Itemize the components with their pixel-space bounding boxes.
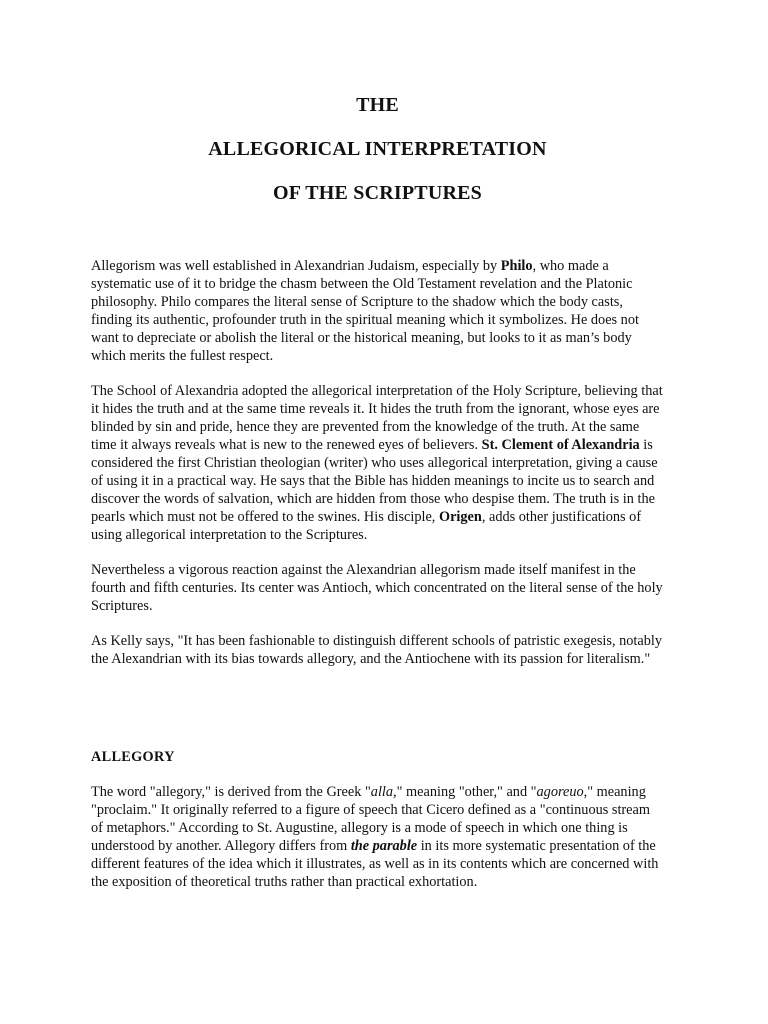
- paragraph-philo: [91, 257, 664, 365]
- paragraph-text: " meaning "other," and ": [396, 784, 537, 800]
- paragraph-antioch: Nevertheless a vigorous reaction against the Alexandrian allegorism made itself manifest in the fourth and fifth centuries. Its center was Antioch, which concentrated on the literal sense of the holy Scriptures.: [91, 562, 663, 614]
- term-the-parable-text: the parable: [350, 838, 418, 854]
- paragraph-text: ," meaning "proclaim." It originally referred to a figure of speech that Cicero defined as a "continuous stream of metaphors." According to St. Augustine, allegory is a mode of speech in which one thing is understood by another. Allegory differs from: [91, 784, 650, 854]
- document-title: [91, 0, 664, 205]
- paragraph-school-of-alexandria: [91, 382, 664, 544]
- document-body: [91, 257, 664, 891]
- section-heading-allegory: ALLEGORY: [91, 749, 175, 765]
- paragraph-text: The word "allegory," is derived from the Greek ": [91, 784, 371, 800]
- paragraph-kelly-quote: As Kelly says, "It has been fashionable to distinguish different schools of patristic exegesis, notably the Alexandrian with its bias towards allegory, and the Antiochene with its passion for literalism.": [91, 633, 662, 667]
- title-line-2: ALLEGORICAL INTERPRETATION: [208, 138, 547, 160]
- name-origen: Origen: [438, 509, 482, 525]
- title-line-1: THE: [356, 94, 399, 116]
- paragraph-text: The School of Alexandria adopted the allegorical interpretation of the Holy Scripture, believing that it hides the truth and at the same time reveals it. It hides the truth from the ignorant, whose eyes are blinded by sin and pride, hence they are prevented from the knowledge of the truth. At the same time it always reveals what is new to the renewed eyes of believers.: [91, 383, 663, 453]
- paragraph-text: , adds other justifications of using allegorical interpretation to the Scriptures.: [91, 509, 642, 543]
- greek-term-agoreuo: agoreuo: [536, 784, 584, 800]
- paragraph-text: Allegorism was well established in Alexandrian Judaism, especially by: [91, 258, 501, 274]
- name-st-clement: St. Clement of Alexandria: [481, 437, 640, 453]
- paragraph-allegory-definition: [91, 783, 664, 891]
- name-philo: Philo: [500, 258, 533, 274]
- paragraph-text: , who made a systematic use of it to bridge the chasm between the Old Testament revelation and the Platonic philosophy. Philo compares the literal sense of Scripture to the shadow which the body casts, finding its authentic, profounder truth in the spiritual meaning which it symbolizes. He does not want to depreciate or abolish the literal or the historical meaning, but looks to it as man’s body which merits the fullest respect.: [91, 258, 639, 364]
- term-the-parable: [351, 838, 417, 854]
- greek-term-alla: alla,: [370, 784, 397, 800]
- title-line-3: OF THE SCRIPTURES: [272, 182, 482, 204]
- paragraph-text: in its more systematic presentation of the different features of the idea which it illustrates, as well as in its contents which are concerned with the exposition of theoretical truths rather than practical exhortation.: [91, 838, 659, 890]
- paragraph-text: is considered the first Christian theologian (writer) who uses allegorical interpretation, giving a cause of using it in a practical way. He says that the Bible has hidden meanings to incite us to search and discover the words of salvation, which are hidden from those who despise them. The truth is in the pearls which must not be offered to the swines. His disciple,: [91, 437, 658, 525]
